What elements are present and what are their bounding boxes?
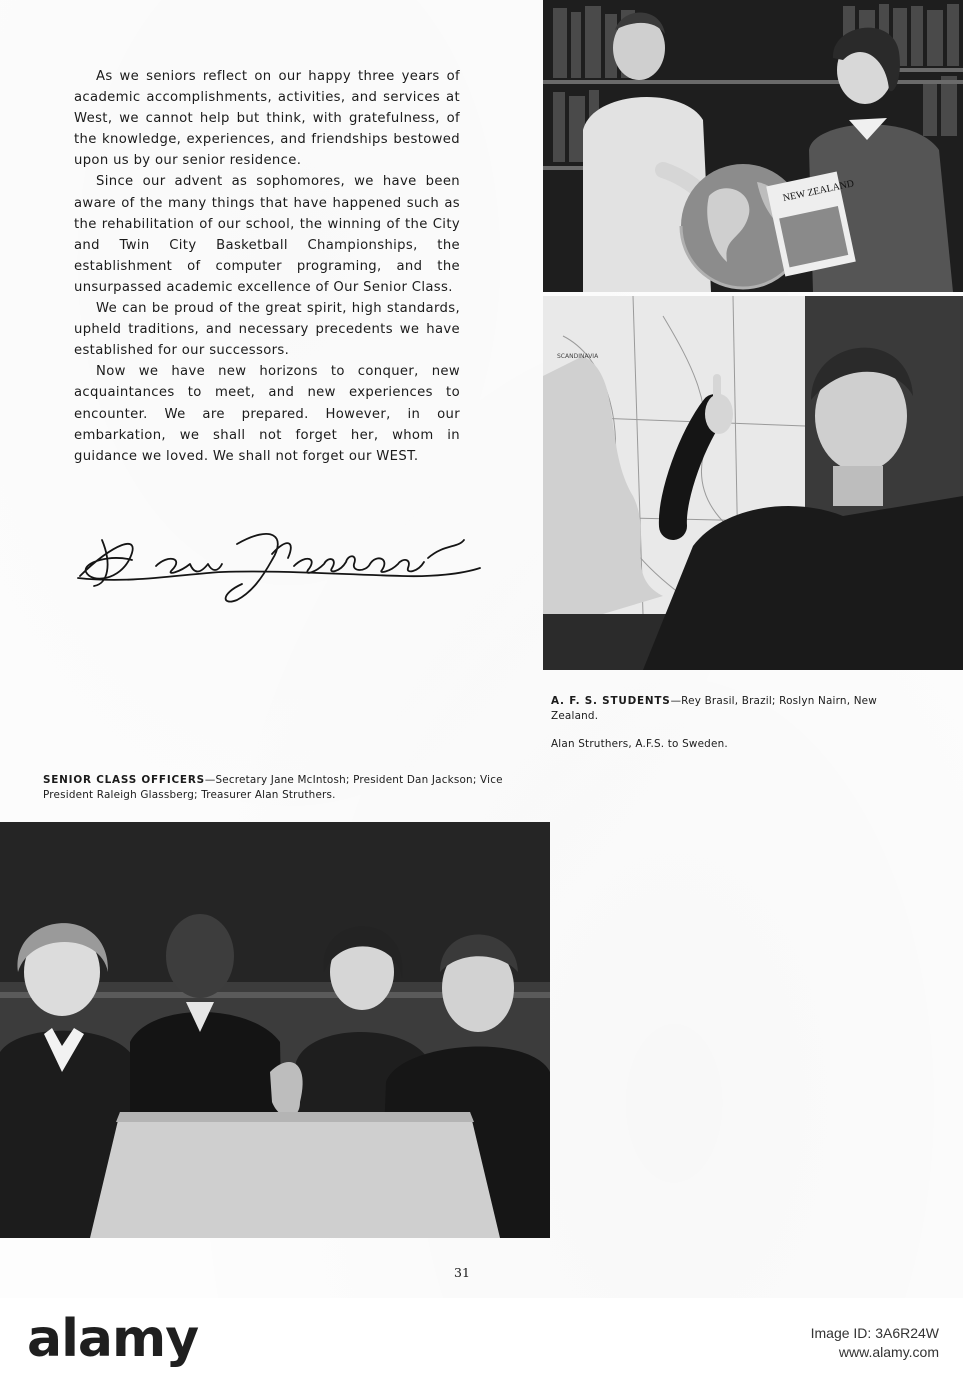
alamy-logo: alamy <box>27 1309 199 1369</box>
caption-heading: A. F. S. STUDENTS <box>551 695 671 707</box>
letter-paragraph: Now we have new horizons to conquer, new acquaintances to meet, and new experiences to encounter. We are prepared. However, in our embarkation, we shall not forget her, whom in guidance we loved. We shall not forget our WEST. <box>74 364 460 464</box>
afs-students-caption <box>551 694 891 723</box>
handwritten-signature <box>72 514 492 608</box>
letter-paragraph: Since our advent as sophomores, we have been aware of the many things that have happened such as the rehabilitation of our school, the winning of the City and Twin City Basketball Championships, the establishment of computer programing, and the unsurpassed academic excellence of Our Senior Class. <box>74 174 460 295</box>
letter-paragraph: We can be proud of the great spirit, high standards, upheld traditions, and necessary precedents we have established for our successors. <box>74 301 460 359</box>
image-id: Image ID: 3A6R24W <box>810 1325 939 1341</box>
afs-students-globe-photo <box>543 0 963 292</box>
book-title: NEW ZEALAND <box>781 178 856 205</box>
page-number: 31 <box>454 1265 470 1280</box>
caption-heading: SENIOR CLASS OFFICERS <box>43 774 205 786</box>
senior-class-officers-photo <box>0 822 550 1238</box>
alan-struthers-caption: Alan Struthers, A.F.S. to Sweden. <box>551 738 728 750</box>
senior-class-officers-caption <box>43 773 513 802</box>
caption-text: —Rey Brasil, Brazil; Roslyn Nairn, New Zealand. <box>551 695 877 722</box>
watermark-meta <box>811 1324 939 1362</box>
letter-paragraph: As we seniors reflect on our happy three years of academic accomplishments, activities, and services at West, we cannot help but think, with gratefulness, of the knowledge, experiences, and friendships bestowed upon us by our senior residence. <box>74 69 460 169</box>
caption-text: —Secretary Jane McIntosh; President Dan Jackson; Vice President Raleigh Glassberg; Treasurer Alan Struthers. <box>43 774 503 801</box>
watermark-bar <box>0 1298 963 1390</box>
map-label: SCANDINAVIA <box>557 353 599 360</box>
site-url: www.alamy.com <box>838 1344 939 1360</box>
alan-struthers-map-photo <box>543 296 963 670</box>
senior-letter <box>74 66 460 467</box>
